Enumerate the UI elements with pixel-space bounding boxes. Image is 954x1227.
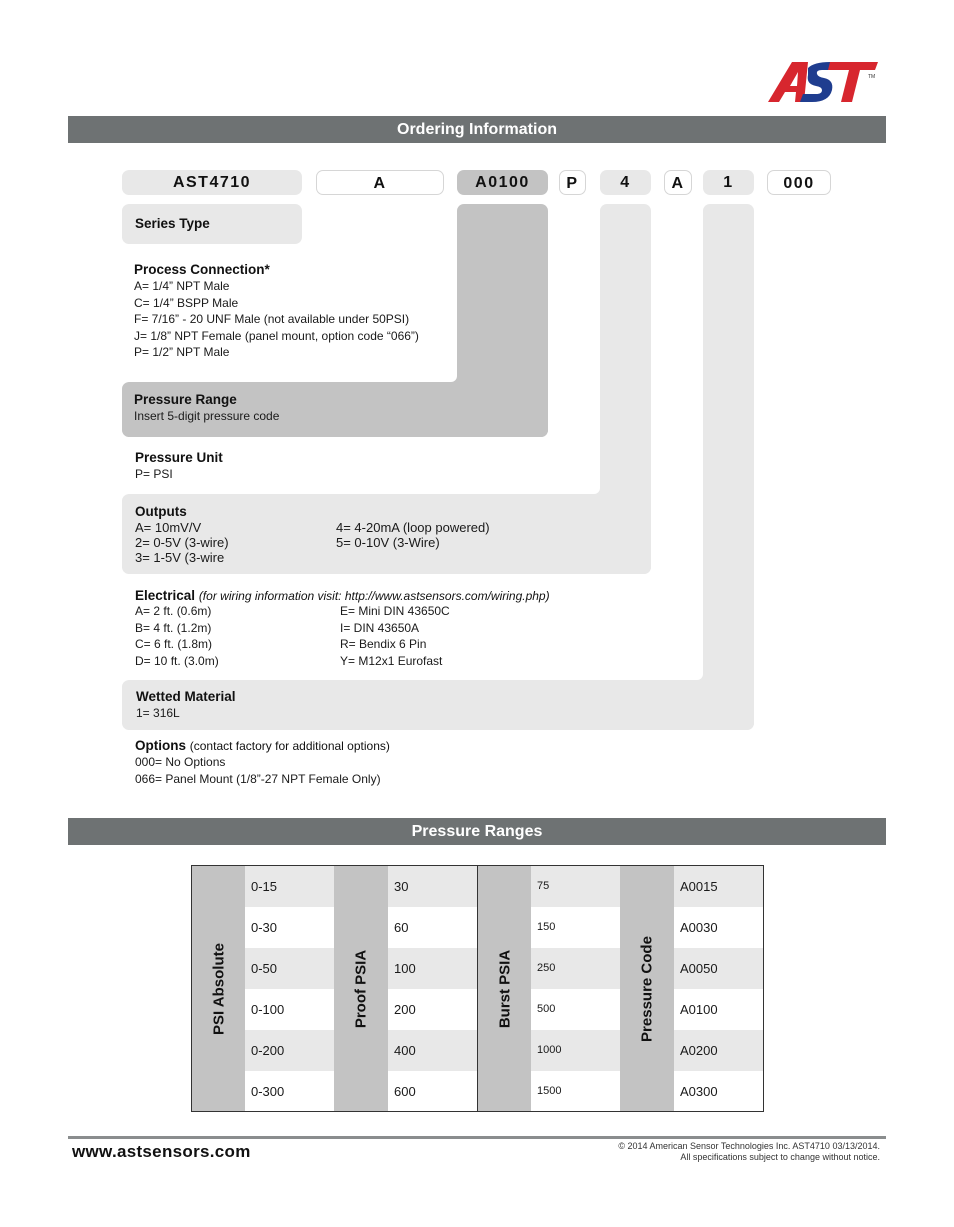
electrical-heading [135,588,550,603]
options-list [135,754,381,787]
electrical-note: (for wiring information visit: http://www.astsensors.com/wiring.php) [198,589,550,603]
table-cell: 500 [537,1003,556,1015]
outputs-left-list [135,520,229,565]
table-cell: 600 [394,1084,416,1099]
pressure-unit-title: Pressure Unit [135,450,223,465]
process-connection-list [134,278,419,361]
burst-psia-column [531,866,620,1112]
electrical-item: D= 10 ft. (3.0m) [135,653,219,668]
code-pressure-range: A0100 [457,170,548,195]
ast-logo [768,60,880,104]
proof-psia-label: Proof PSIA [352,949,370,1028]
table-cell: 150 [537,921,556,933]
output-item: A= 10mV/V [135,520,202,535]
output-item: 3= 1-5V (3-wire [135,550,225,565]
code-options: 000 [767,170,831,195]
options-title: Options [135,738,186,753]
table-cell: 1500 [537,1085,562,1097]
options-note: (contact factory for additional options) [189,739,390,753]
electrical-right-list [340,603,450,669]
table-cell: 0-300 [251,1084,285,1099]
table-cell: 75 [531,866,620,907]
electrical-item: I= DIN 43650A [340,620,420,635]
pressure-range-desc: Insert 5-digit pressure code [134,409,280,423]
psi-absolute-header [192,866,245,1111]
process-item: A= 1/4” NPT Male [134,279,230,293]
psi-absolute-label: PSI Absolute [210,942,227,1035]
footer-divider [68,1136,886,1139]
code-series: AST4710 [122,170,302,195]
outputs-right-list [336,520,490,550]
disclaimer-text: All specifications subject to change without notice. [680,1151,880,1162]
output-item: 4= 4-20mA (loop powered) [336,520,490,535]
ordering-information-header: Ordering Information [68,116,886,143]
option-item: 066= Panel Mount (1/8”-27 NPT Female Only) [135,771,381,786]
burst-psia-header [478,866,531,1111]
electrical-title: Electrical [135,588,196,603]
code-outputs: 4 [600,170,651,195]
pressure-code-header [620,866,674,1111]
table-cell: 0-50 [245,948,334,989]
code-process-connection: A [316,170,444,195]
website-link[interactable]: www.astsensors.com [72,1142,251,1161]
process-item: P= 1/2” NPT Male [134,345,230,359]
output-item: 5= 0-10V (3-Wire) [336,535,440,550]
table-cell: 400 [388,1030,477,1071]
wetted-material-title: Wetted Material [136,689,236,704]
options-heading [135,738,390,753]
pressure-range-title: Pressure Range [134,392,237,407]
pressure-ranges-header: Pressure Ranges [68,818,886,845]
proof-psia-header [334,866,388,1111]
table-cell: 0-100 [251,1002,285,1017]
svg-text:TM: TM [868,74,876,80]
electrical-item: C= 6 ft. (1.8m) [135,637,213,651]
electrical-item: B= 4 ft. (1.2m) [135,620,212,635]
pressure-code-label: Pressure Code [638,935,656,1042]
wetted-material-desc: 1= 316L [136,706,180,720]
table-cell: 0-15 [245,866,334,907]
table-cell: 0-200 [245,1030,334,1071]
output-item: 2= 0-5V (3-wire) [135,535,229,550]
code-wetted-material: 1 [703,170,754,195]
ast-logo-mark [768,60,880,104]
process-item: F= 7/16” - 20 UNF Male (not available under 50PSI) [134,312,410,326]
option-item: 000= No Options [135,755,226,769]
table-cell: 30 [388,866,477,907]
code-electrical: A [664,170,692,195]
code-pressure-unit: P [559,170,586,195]
pressure-code-column [674,866,763,1112]
copyright-notice [560,1141,880,1162]
table-cell: 0-30 [251,920,278,935]
psi-absolute-column [245,866,334,1112]
copyright-text: © 2014 American Sensor Technologies Inc. AST4710 03/13/2014. [618,1141,880,1151]
table-cell: A0100 [680,1002,718,1017]
process-connection-title: Process Connection* [134,262,270,277]
process-item: J= 1/8” NPT Female (panel mount, option code “066”) [134,328,419,343]
table-cell: 100 [388,948,477,989]
table-cell: A0200 [674,1030,763,1071]
table-cell: A0050 [674,948,763,989]
outputs-title: Outputs [135,504,187,519]
process-item: C= 1/4” BSPP Male [134,295,239,310]
burst-psia-label: Burst PSIA [496,949,513,1028]
table-cell: 60 [394,920,409,935]
wetted-box [122,680,754,730]
series-type-title: Series Type [135,216,210,231]
wetted-column [703,204,754,730]
table-cell: 250 [531,948,620,989]
electrical-item: E= Mini DIN 43650C [340,604,450,618]
pressure-unit-desc: P= PSI [135,467,173,481]
electrical-item: R= Bendix 6 Pin [340,637,427,651]
pressure-ranges-table [191,865,764,1112]
electrical-item: Y= M12x1 Eurofast [340,653,443,668]
electrical-left-list [135,603,219,669]
table-cell: 200 [394,1002,416,1017]
electrical-item: A= 2 ft. (0.6m) [135,604,212,618]
proof-psia-column [388,866,477,1112]
table-cell: A0300 [680,1084,718,1099]
table-cell: A0015 [674,866,763,907]
table-cell: A0030 [680,920,718,935]
table-cell: 1000 [531,1030,620,1071]
